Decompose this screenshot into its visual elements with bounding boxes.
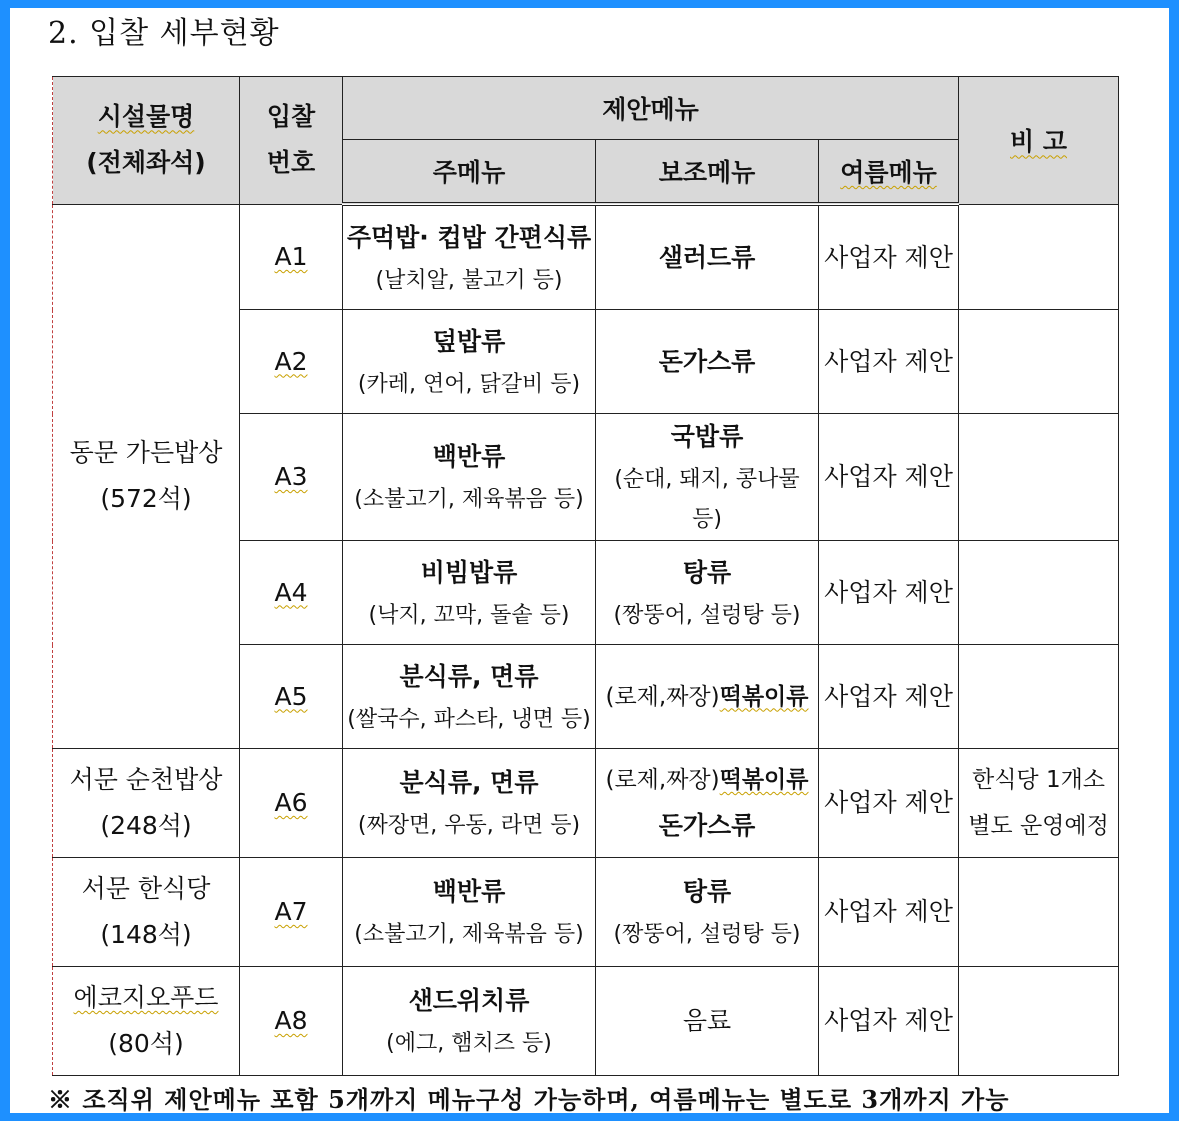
summer-menu-cell: 사업자 제안 [819,414,959,541]
sub-menu-cell: 탕류 (짱뚱어, 설렁탕 등) [596,858,819,967]
header-facility: 시설물명 (전체좌석) [53,77,240,205]
summer-menu-cell: 사업자 제안 [819,858,959,967]
note-cell [959,541,1119,645]
main-menu-cell: 백반류 (소불고기, 제육볶음 등) [343,414,596,541]
header-proposal-menu: 제안메뉴 [343,77,959,140]
bid-cell: A1 [240,204,343,310]
header-bid-number: 입찰 번호 [240,77,343,205]
main-menu-cell: 백반류 (소불고기, 제육볶음 등) [343,858,596,967]
facility-cell: 에코지오푸드 (80석) [53,967,240,1076]
header-main-menu: 주메뉴 [343,140,596,205]
note-cell [959,204,1119,310]
table-row [53,749,1119,858]
bid-cell: A6 [240,749,343,858]
main-menu-cell: 분식류, 면류 (짜장면, 우동, 라면 등) [343,749,596,858]
main-menu-cell: 분식류, 면류 (쌀국수, 파스타, 냉면 등) [343,645,596,749]
summer-menu-cell: 사업자 제안 [819,749,959,858]
main-menu-cell: 덮밥류 (카레, 연어, 닭갈비 등) [343,310,596,414]
header-note: 비 고 [959,77,1119,205]
sub-menu-cell: 국밥류 (순대, 돼지, 콩나물 등) [596,414,819,541]
section-title: 2. 입찰 세부현황 [48,16,280,51]
sub-menu-cell: (로제,짜장)떡볶이류 돈가스류 [596,749,819,858]
note-cell [959,310,1119,414]
facility-cell: 서문 한식당 (148석) [53,858,240,967]
bid-table [52,76,1119,1076]
note-cell [959,414,1119,541]
sub-menu-cell: 돈가스류 [596,310,819,414]
main-menu-cell: 비빔밥류 (낙지, 꼬막, 돌솥 등) [343,541,596,645]
summer-menu-cell: 사업자 제안 [819,204,959,310]
main-menu-cell: 샌드위치류 (에그, 햄치즈 등) [343,967,596,1076]
facility-cell: 동문 가든밥상 (572석) [53,204,240,749]
note-cell [959,645,1119,749]
summer-menu-cell: 사업자 제안 [819,645,959,749]
header-sub-menu: 보조메뉴 [596,140,819,205]
main-menu-cell: 주먹밥· 컵밥 간편식류 (날치알, 불고기 등) [343,204,596,310]
note-cell [959,967,1119,1076]
note-cell [959,858,1119,967]
bid-cell: A5 [240,645,343,749]
sub-menu-cell: (로제,짜장)떡볶이류 [596,645,819,749]
bid-cell: A3 [240,414,343,541]
bid-cell: A8 [240,967,343,1076]
table-row [53,204,1119,310]
bid-cell: A2 [240,310,343,414]
summer-menu-cell: 사업자 제안 [819,541,959,645]
summer-menu-cell: 사업자 제안 [819,967,959,1076]
header-summer-menu: 여름메뉴 [819,140,959,205]
sub-menu-cell: 탕류 (짱뚱어, 설렁탕 등) [596,541,819,645]
note-cell: 한식당 1개소 별도 운영예정 [959,749,1119,858]
table-row [53,967,1119,1076]
facility-cell: 서문 순천밥상 (248석) [53,749,240,858]
footnote: ※ 조직위 제안메뉴 포함 5개까지 메뉴구성 가능하며, 여름메뉴는 별도로 3개까지 가능 [48,1085,1010,1114]
bid-cell: A4 [240,541,343,645]
sub-menu-cell: 샐러드류 [596,204,819,310]
table-row [53,858,1119,967]
sub-menu-cell: 음료 [596,967,819,1076]
summer-menu-cell: 사업자 제안 [819,310,959,414]
bid-cell: A7 [240,858,343,967]
